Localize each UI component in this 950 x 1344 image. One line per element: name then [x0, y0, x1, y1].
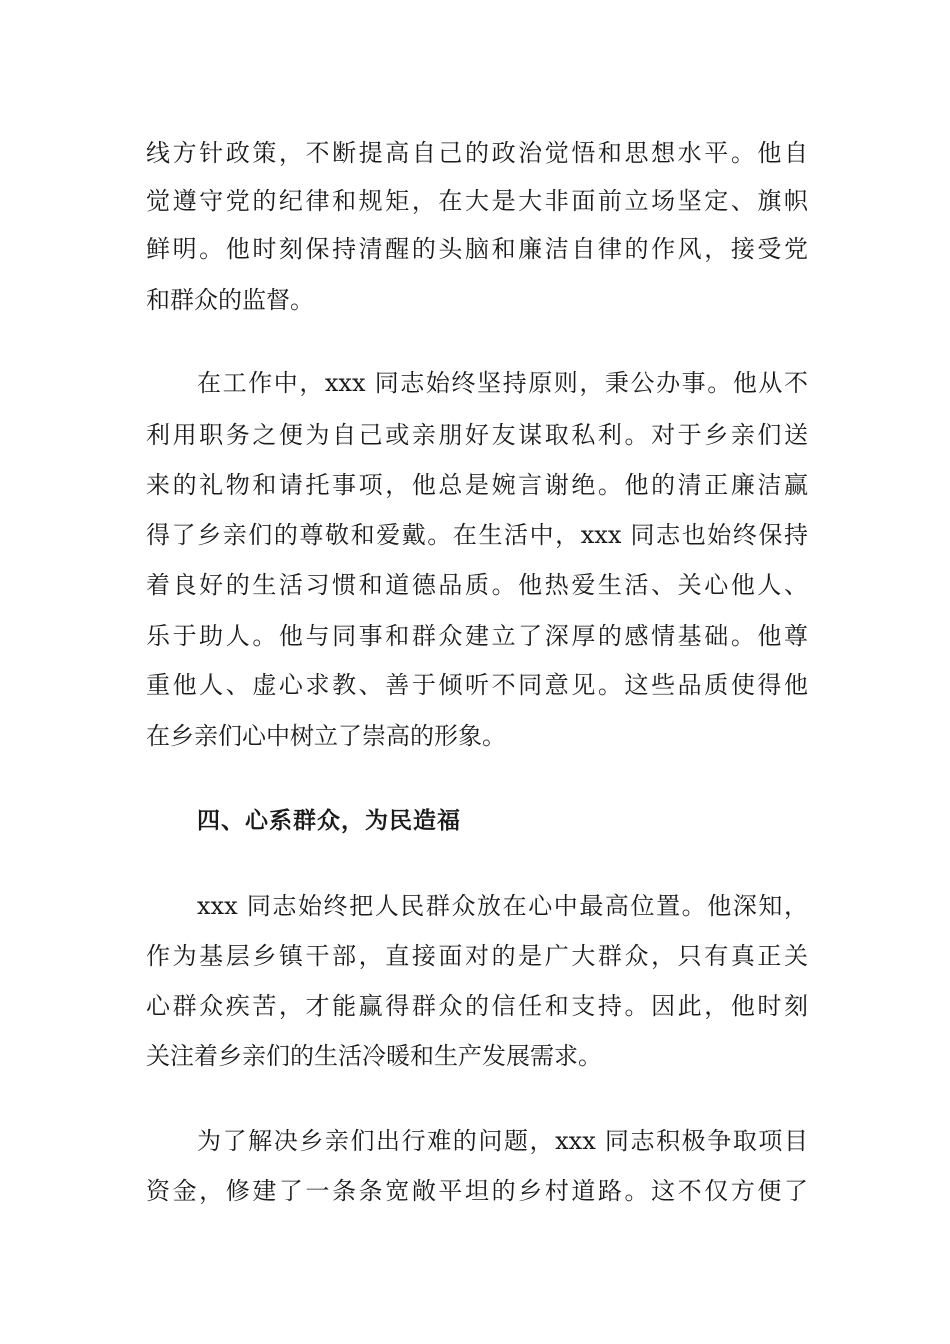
paragraph-1-line-2: 觉遵守党的纪律和规矩，在大是大非面前立场坚定、旗帜 — [146, 187, 808, 215]
paragraph-1-line-3: 鲜明。他时刻保持清醒的头脑和廉洁自律的作风，接受党 — [146, 235, 808, 263]
paragraph-3-line-1: xxx 同志始终把人民群众放在心中最高位置。他深知， — [197, 892, 808, 920]
paragraph-2-line-2: 利用职务之便为自己或亲朋好友谋取私利。对于乡亲们送 — [146, 421, 808, 449]
paragraph-3-line-3: 心群众疾苦，才能赢得群众的信任和支持。因此，他时刻 — [146, 992, 808, 1020]
paragraph-2-line-8: 在乡亲们心中树立了崇高的形象。 — [146, 722, 506, 750]
paragraph-4-line-2: 资金，修建了一条条宽敞平坦的乡村道路。这不仅方便了 — [146, 1177, 808, 1205]
paragraph-2-line-4: 得了乡亲们的尊敬和爱戴。在生活中，xxx 同志也始终保持 — [146, 521, 808, 549]
paragraph-2-line-3: 来的礼物和请托事项，他总是婉言谢绝。他的清正廉洁赢 — [146, 471, 808, 499]
paragraph-3-line-4: 关注着乡亲们的生活冷暖和生产发展需求。 — [146, 1042, 602, 1070]
paragraph-2-line-5: 着良好的生活习惯和道德品质。他热爱生活、关心他人、 — [146, 571, 808, 599]
paragraph-1-line-4: 和群众的监督。 — [146, 286, 314, 314]
paragraph-2-line-6: 乐于助人。他与同事和群众建立了深厚的感情基础。他尊 — [146, 622, 808, 650]
paragraph-1-line-1: 线方针政策，不断提高自己的政治觉悟和思想水平。他自 — [146, 139, 808, 167]
paragraph-2-line-1: 在工作中，xxx 同志始终坚持原则，秉公办事。他从不 — [197, 369, 808, 397]
paragraph-3-line-2: 作为基层乡镇干部，直接面对的是广大群众，只有真正关 — [146, 942, 808, 970]
section-heading: 四、心系群众，为民造福 — [197, 808, 461, 834]
paragraph-4-line-1: 为了解决乡亲们出行难的问题，xxx 同志积极争取项目 — [197, 1127, 808, 1155]
paragraph-2-line-7: 重他人、虚心求教、善于倾听不同意见。这些品质使得他 — [146, 671, 808, 699]
